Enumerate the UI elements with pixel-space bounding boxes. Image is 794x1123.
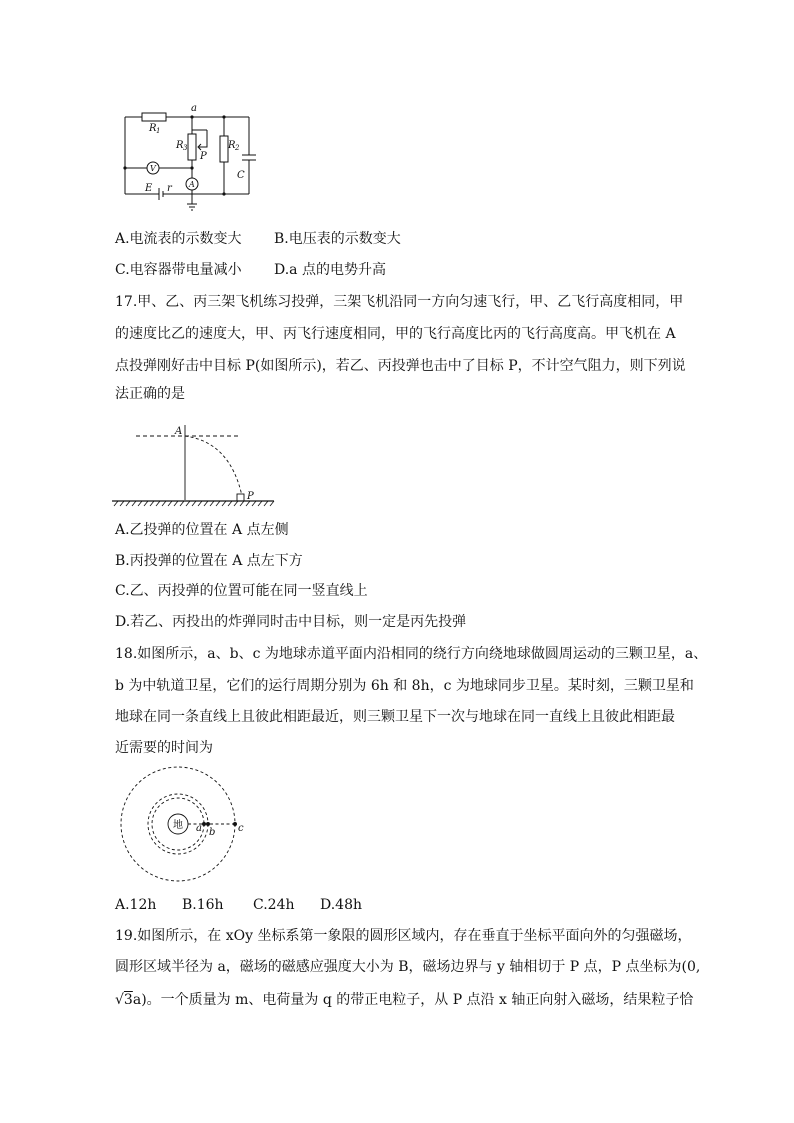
q18-stem-line-1: 18.如图所示，a、b、c 为地球赤道平面内沿相同的绕行方向绕地球做圆周运动的三颗卫星，a、 bbox=[115, 646, 708, 662]
label-r3: R bbox=[176, 140, 184, 151]
label-a: a bbox=[196, 823, 202, 834]
q17-option-d: D.若乙、丙投出的炸弹同时击中目标，则一定是丙先投弹 bbox=[115, 614, 467, 630]
q17-option-a: A.乙投弹的位置在 A 点左侧 bbox=[115, 522, 289, 538]
label-earth: 地 bbox=[173, 820, 183, 831]
label-p: P bbox=[200, 151, 207, 162]
q19-stem-line-3-text: a)。一个质量为 m、电荷量为 q 的带正电粒子，从 P 点沿 x 轴正向射入磁场，结果粒子恰 bbox=[132, 992, 694, 1008]
label-r1-sub: 1 bbox=[156, 127, 161, 135]
q17-option-c: C.乙、丙投弹的位置可能在同一竖直线上 bbox=[115, 583, 368, 599]
satellite-b bbox=[206, 822, 210, 826]
q19-stem-line-1: 19.如图所示，在 xOy 坐标系第一象限的圆形区域内，存在垂直于坐标平面向外的匀强磁场， bbox=[115, 928, 692, 944]
label-b: b bbox=[209, 827, 216, 838]
q18-stem-line-4: 近需要的时间为 bbox=[115, 740, 213, 756]
satellite-c bbox=[233, 822, 237, 826]
circuit-diagram bbox=[115, 100, 265, 215]
rheostat-r3 bbox=[188, 134, 196, 160]
q16-option-a: A.电流表的示数变大 bbox=[115, 231, 242, 247]
sqrt-symbol: √ bbox=[115, 992, 124, 1008]
label-point-a: A bbox=[175, 426, 183, 437]
projectile-diagram bbox=[112, 420, 282, 512]
label-a: a bbox=[191, 103, 197, 114]
label-c: c bbox=[238, 823, 244, 834]
target-box bbox=[237, 494, 244, 501]
label-ammeter: A bbox=[189, 180, 195, 189]
label-r2-sub: 2 bbox=[235, 144, 240, 152]
q17-stem-line-3: 点投弹刚好击中目标 P(如图所示)，若乙、丙投弹也击中了目标 P，不计空气阻力，则下列说 bbox=[115, 358, 686, 374]
q19-stem-line-2: 圆形区域半径为 a，磁场的磁感应强度大小为 B，磁场边界与 y 轴相切于 P 点，P 点坐标为(0, bbox=[115, 959, 701, 975]
orbit-diagram bbox=[118, 765, 248, 883]
q17-stem-line-2: 的速度比乙的速度大，甲、丙飞行速度相同，甲的飞行高度比丙的飞行高度高。甲飞机在 A bbox=[115, 326, 676, 342]
resistor-r1 bbox=[142, 113, 166, 121]
label-c: C bbox=[237, 170, 245, 181]
q16-option-c: C.电容器带电量减小 bbox=[115, 262, 242, 278]
q18-option-a: A.12h bbox=[115, 897, 157, 913]
label-r3-sub: 3 bbox=[183, 144, 188, 152]
q16-option-b: B.电压表的示数变大 bbox=[274, 231, 401, 247]
q18-stem-line-2: b 为中轨道卫星，它们的运行周期分别为 6h 和 8h，c 为地球同步卫星。某时刻，三颗卫星和 bbox=[115, 678, 694, 694]
q16-option-d: D.a 点的电势升高 bbox=[274, 262, 386, 278]
label-point-p: P bbox=[247, 491, 254, 502]
label-v: V bbox=[150, 164, 156, 173]
q18-option-c: C.24h bbox=[253, 897, 295, 913]
satellite-a bbox=[202, 822, 206, 826]
label-r2: R bbox=[228, 140, 236, 151]
label-r: r bbox=[167, 183, 172, 194]
label-r1: R bbox=[149, 123, 157, 134]
q18-option-b: B.16h bbox=[182, 897, 224, 913]
label-e: E bbox=[145, 183, 153, 194]
resistor-r2 bbox=[220, 136, 228, 162]
q17-stem-line-1: 17.甲、乙、丙三架飞机练习投弹，三架飞机沿同一方向匀速飞行，甲、乙飞行高度相同，甲 bbox=[115, 294, 684, 310]
q18-option-d: D.48h bbox=[320, 897, 363, 913]
q19-stem-line-3 bbox=[115, 990, 693, 1010]
sqrt-radicand: 3 bbox=[123, 992, 133, 1008]
q17-option-b: B.丙投弹的位置在 A 点左下方 bbox=[115, 553, 303, 569]
q17-stem-line-4: 法正确的是 bbox=[115, 386, 185, 402]
trajectory-curve bbox=[185, 436, 242, 496]
q18-stem-line-3: 地球在同一条直线上且彼此相距最近，则三颗卫星下一次与地球在同一直线上且彼此相距最 bbox=[115, 709, 675, 725]
